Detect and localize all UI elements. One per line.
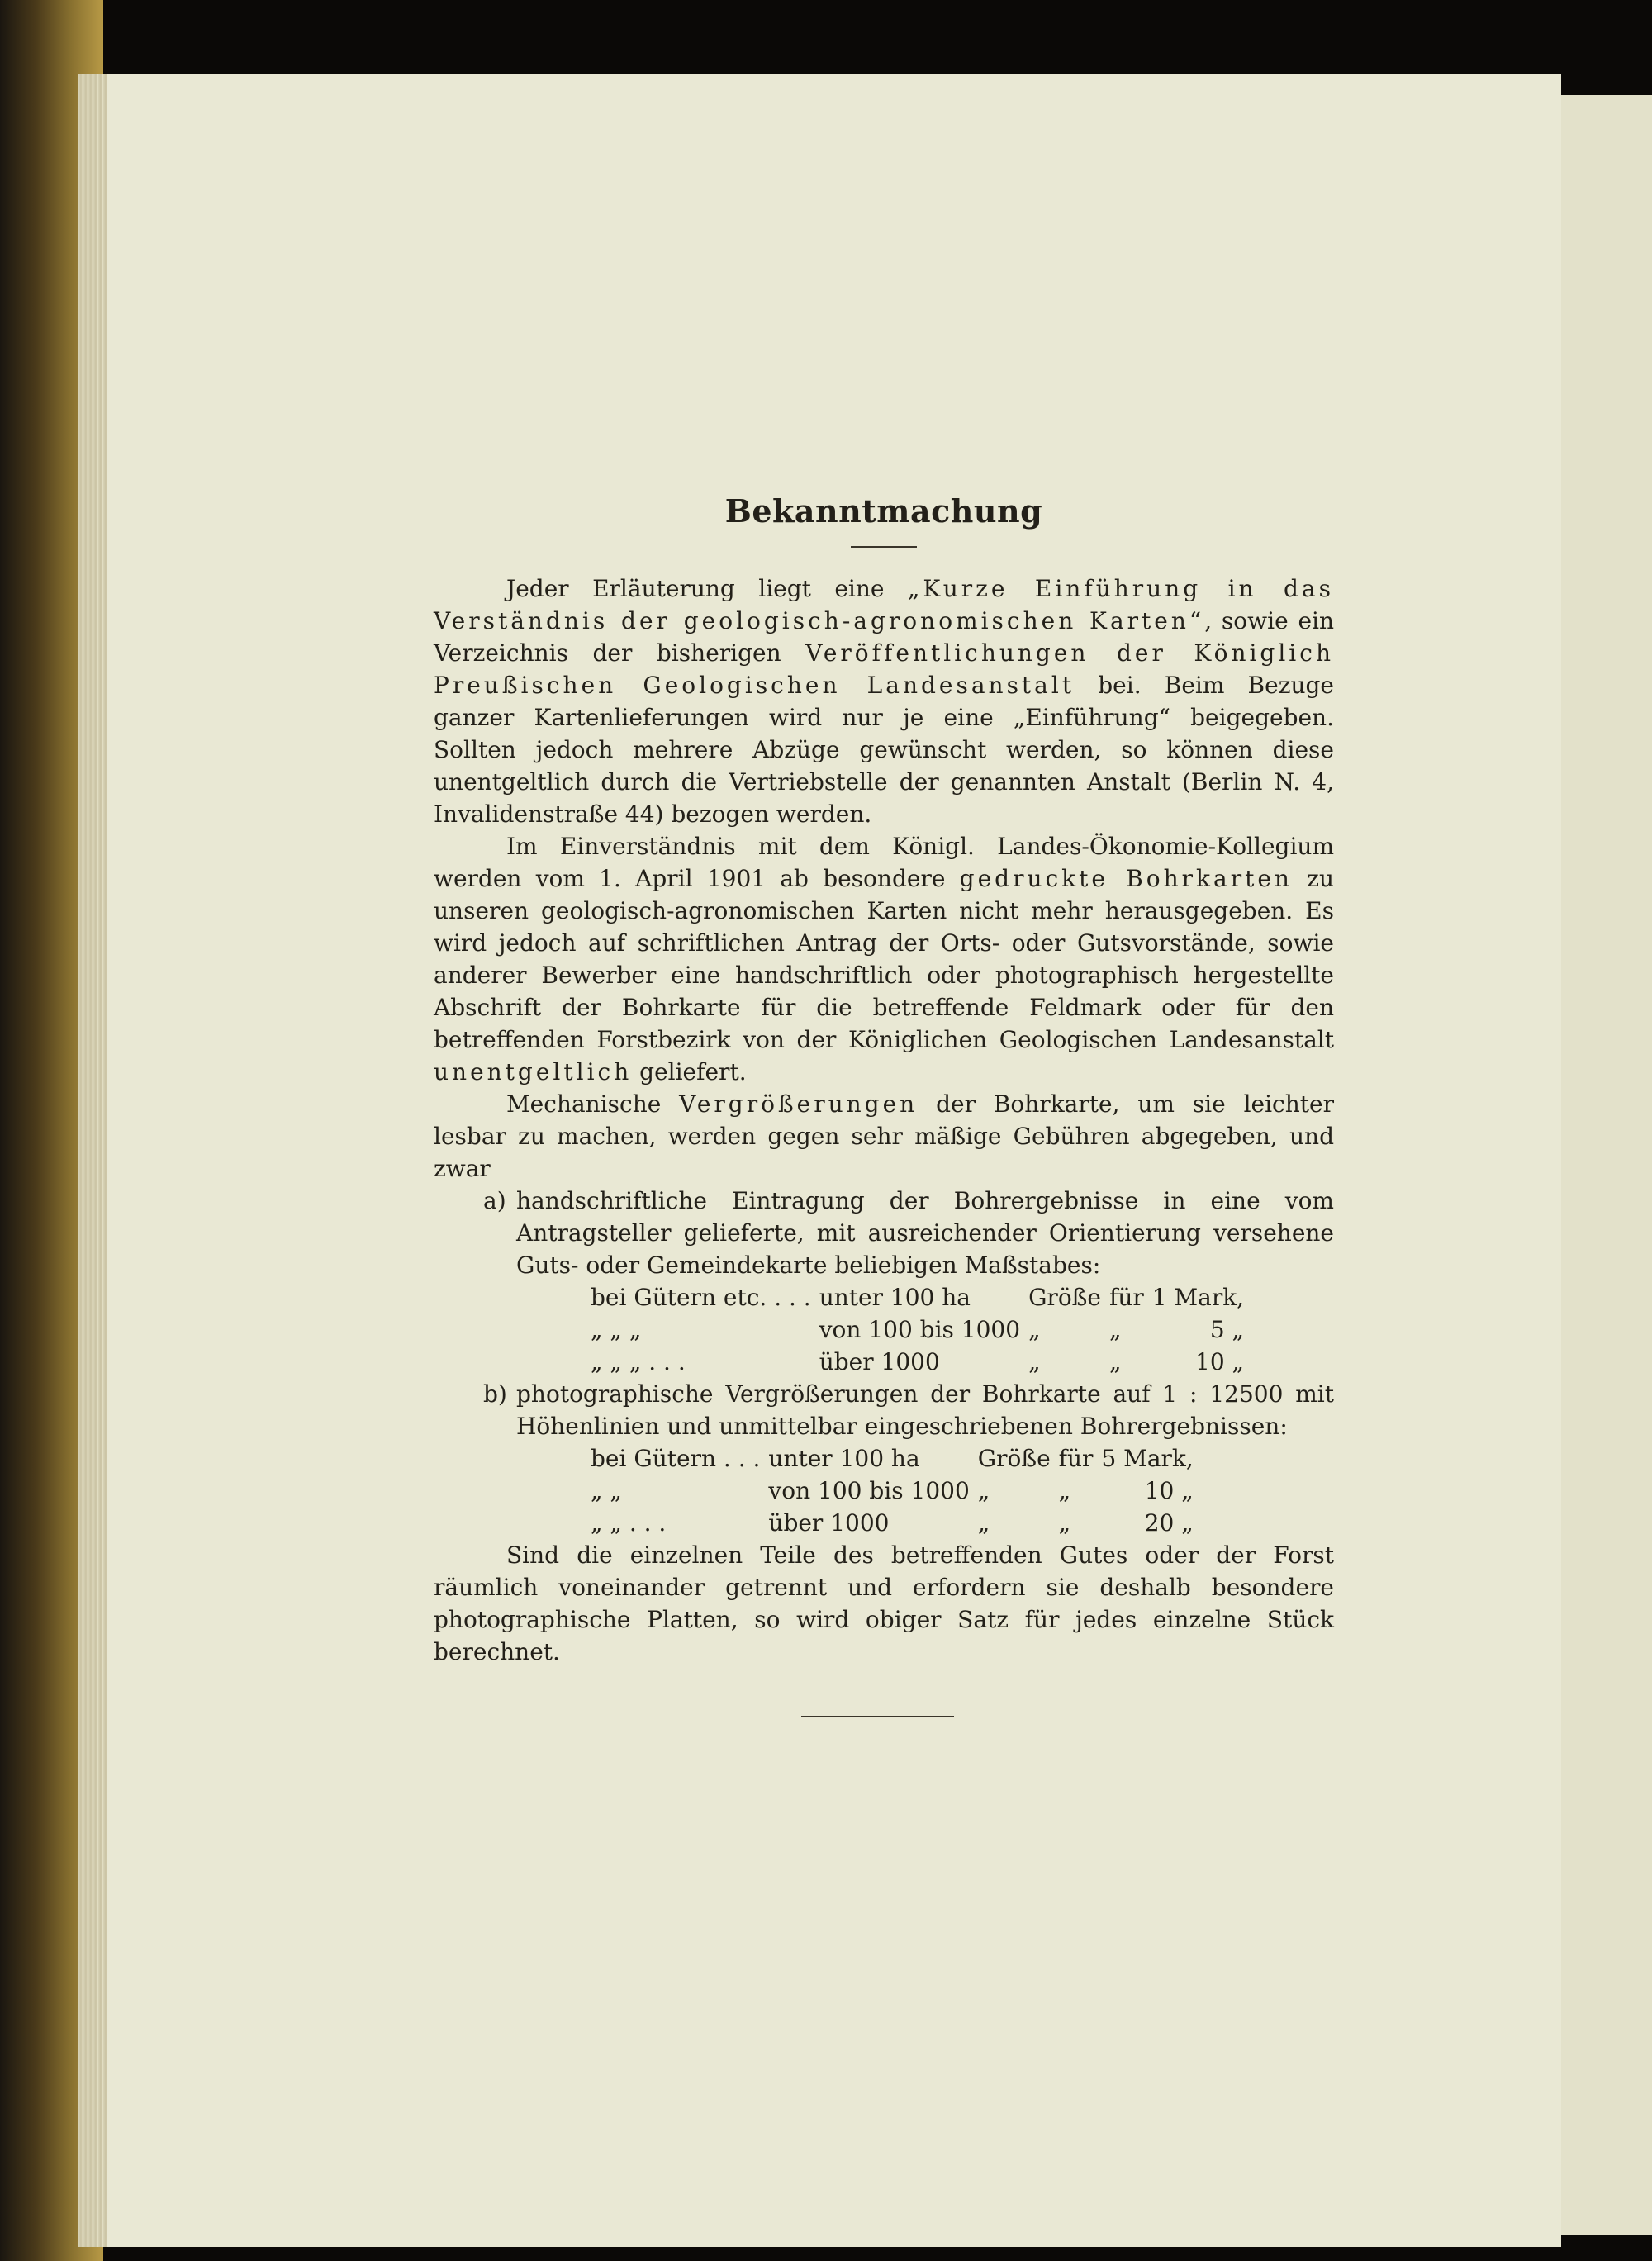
fee-price: 5 „: [1209, 1316, 1245, 1343]
fee-lead: „ „ „ . . .: [591, 1348, 686, 1375]
fee-lead: „ „: [591, 1477, 622, 1504]
paragraph-4: Sind die einzelnen Teile des betreffenden Gutes oder der Forst räumlich voneinander getrennt und erfordern sie deshalb besondere photographische Platten, so wird obiger Satz für jedes einzelne Stück berechnet.: [434, 1541, 1334, 1665]
p3-text-1: Mechanische: [506, 1090, 680, 1118]
p2-text-1: Im Einverständnis mit dem Königl. Landes-Ökonomie-Kollegium werden vom 1. April 1901 ab besondere: [434, 833, 1334, 892]
fee-table-a: [591, 1281, 1252, 1378]
fee-lead: bei Gütern . . .: [591, 1445, 761, 1472]
fee-range: von 100 bis 1000: [768, 1477, 970, 1504]
list-item-a: [483, 1185, 1334, 1281]
fee-lead: „ „ . . .: [591, 1509, 667, 1537]
paragraph-3: [434, 1088, 1334, 1185]
fee-lead: „ „ „: [591, 1316, 642, 1343]
fee-for: „: [1108, 1316, 1122, 1343]
p2-spaced-2: unentgeltlich: [434, 1058, 633, 1085]
fee-size: Größe: [977, 1445, 1051, 1472]
fee-price: 1 Mark,: [1151, 1284, 1245, 1311]
fee-row: [591, 1346, 1252, 1378]
list-marker-b: b): [483, 1380, 507, 1408]
paragraph-1: [434, 572, 1334, 830]
fee-size: „: [977, 1477, 990, 1504]
p1-text-2: , sowie ein Verzeichnis der bisherigen: [434, 607, 1334, 667]
fee-row: [591, 1281, 1252, 1313]
fee-for: „: [1058, 1509, 1071, 1537]
p2-text-3: geliefert.: [632, 1058, 747, 1085]
end-rule: [801, 1716, 954, 1717]
fee-range: über 1000: [768, 1509, 890, 1537]
fee-row: [591, 1507, 1202, 1539]
fee-for: „: [1108, 1348, 1122, 1375]
p1-text-3: bei. Beim Bezuge ganzer Kartenlieferungen wird nur je eine „Einführung“ beigegeben. Sollten jedoch mehrere Abzüge gewünscht werden, so können diese unentgeltlich durch die Vertriebstelle der genannten Anstalt (Berlin N. 4, Invalidenstraße 44) bezogen werden.: [434, 672, 1334, 828]
fee-price: 20 „: [1144, 1509, 1194, 1537]
p2-spaced-1: gedruckte Bohrkarten: [959, 865, 1293, 892]
fee-table-b: [591, 1442, 1202, 1539]
list-item-b: [483, 1378, 1334, 1442]
fee-size: „: [1028, 1348, 1041, 1375]
fee-for: für: [1058, 1445, 1094, 1472]
text-block: [434, 492, 1334, 1717]
fee-row: [591, 1313, 1252, 1346]
fee-lead: bei Gütern etc. . . .: [591, 1284, 811, 1311]
list-text-a: handschriftliche Eintragung der Bohrergebnisse in eine vom Antragsteller gelieferte, mit ausreichender Orientierung versehene Guts- oder Gemeindekarte beliebigen Maßstabes:: [516, 1187, 1334, 1279]
fee-range: unter 100 ha: [819, 1284, 971, 1311]
fee-price: 10 „: [1195, 1348, 1245, 1375]
list-text-b: photographische Vergrößerungen der Bohrkarte auf 1 : 12500 mit Höhenlinien und unmittelbar eingeschriebenen Bohrergebnissen:: [516, 1380, 1334, 1440]
list-marker-a: a): [483, 1187, 506, 1214]
fee-range: über 1000: [819, 1348, 940, 1375]
fee-size: „: [977, 1509, 990, 1537]
fee-row: [591, 1442, 1202, 1475]
fee-price: 5 Mark,: [1101, 1445, 1194, 1472]
fee-for: für: [1108, 1284, 1144, 1311]
fee-size: Größe: [1028, 1284, 1101, 1311]
title-rule: [851, 546, 917, 548]
fee-for: „: [1058, 1477, 1071, 1504]
page-title: Bekanntmachung: [724, 492, 1043, 530]
next-page-edge: [1553, 95, 1652, 2235]
p3-text-2: der Bohrkarte, um sie leichter lesbar zu machen, werden gegen sehr mäßige Gebühren abgegeben, und zwar: [434, 1090, 1334, 1182]
fee-row: [591, 1475, 1202, 1507]
p1-spaced-2: Veröffentlichungen der Königlich Preußischen Geologischen Landesanstalt: [434, 639, 1334, 699]
fee-range: von 100 bis 1000: [819, 1316, 1021, 1343]
fee-size: „: [1028, 1316, 1041, 1343]
fee-price: 10 „: [1144, 1477, 1194, 1504]
fee-range: unter 100 ha: [768, 1445, 920, 1472]
p3-spaced-1: Vergrößerungen: [679, 1090, 919, 1118]
paragraph-2: [434, 830, 1334, 1088]
p1-spaced-1: „Kurze Einführung in das Verständnis der geologisch-agronomischen Karten“: [434, 575, 1334, 634]
p1-text-1: Jeder Erläuterung liegt eine: [506, 575, 908, 602]
p2-text-2: zu unseren geologisch-agronomischen Karten nicht mehr herausgegeben. Es wird jedoch auf schriftlichen Antrag der Orts- oder Gutsvorstände, sowie anderer Bewerber eine handschriftlich oder photographisch hergestellte Abschrift der Bohrkarte für die betreffende Feldmark oder für den betreffenden Forstbezirk von der Königlichen Geologischen Landesanstalt: [434, 865, 1335, 1053]
